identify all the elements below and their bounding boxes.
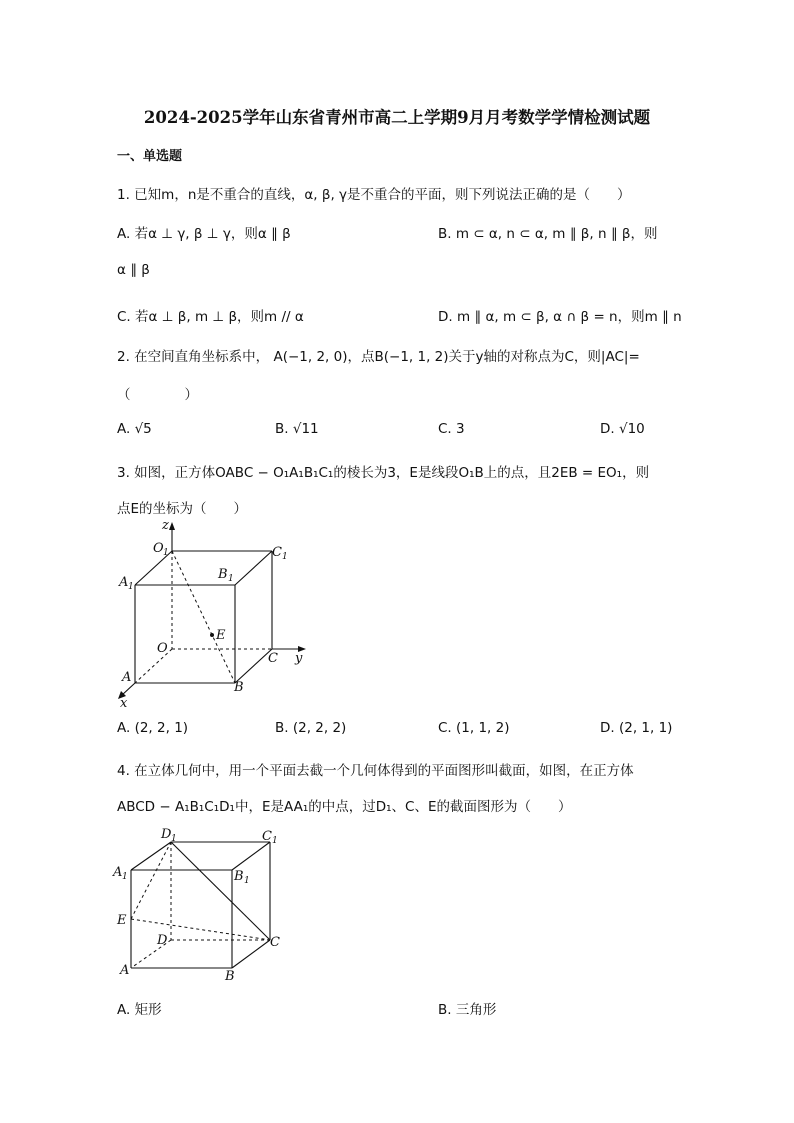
q3-option-c: C. (1, 1, 2) <box>438 720 510 736</box>
label-o1: O <box>153 541 164 556</box>
label-o: O <box>157 641 168 656</box>
svg-text:1: 1 <box>272 836 278 846</box>
segment-e-c <box>131 919 270 940</box>
q4-option-a: A. 矩形 <box>117 1002 162 1018</box>
segment-e-d1 <box>131 842 171 919</box>
q1-stem: 1. 已知m，n是不重合的直线，α, β, γ是不重合的平面，则下列说法正确的是（ ） <box>117 187 631 203</box>
q4-stem-line2: ABCD − A₁B₁C₁D₁中，E是AA₁的中点，过D₁、C、E的截面图形为（ ） <box>117 799 572 815</box>
label-b1: B <box>218 567 228 582</box>
label-z: z <box>162 518 169 533</box>
label-a: A <box>122 670 132 685</box>
label-c: C <box>270 935 280 950</box>
q1-option-b-line1: B. m ⊂ α, n ⊂ α, m ∥ β, n ∥ β，则 <box>438 226 658 242</box>
label-e: E <box>216 628 226 643</box>
label-c: C <box>268 651 278 666</box>
q2-option-b: B. √11 <box>275 421 319 437</box>
q3-option-d: D. (2, 1, 1) <box>600 720 673 736</box>
svg-text:1: 1 <box>228 574 234 584</box>
label-d1: D <box>161 827 172 842</box>
svg-text:1: 1 <box>171 834 177 844</box>
label-a1: A <box>119 575 129 590</box>
q2-stem-line2: （ ） <box>117 387 198 403</box>
label-b: B <box>225 969 235 984</box>
svg-text:1: 1 <box>163 548 169 558</box>
point-e <box>210 633 214 637</box>
q4-cube-figure <box>110 822 290 987</box>
q1-option-d: D. m ∥ α, m ⊂ β, α ∩ β = n，则m ∥ n <box>438 309 682 325</box>
q2-option-a: A. √5 <box>117 421 152 437</box>
q3-option-a: A. (2, 2, 1) <box>117 720 189 736</box>
edge-b1-c1 <box>232 842 270 870</box>
segment-d1-c <box>171 842 270 940</box>
svg-text:1: 1 <box>282 552 288 562</box>
q3-stem-line2: 点E的坐标为（ ） <box>117 501 248 517</box>
label-d: D <box>157 933 168 948</box>
edge-b1-c1 <box>235 551 272 585</box>
label-b: B <box>234 680 244 695</box>
edge-a1-d1 <box>131 842 171 870</box>
q4-stem-line1: 4. 在立体几何中，用一个平面去截一个几何体得到的平面图形叫截面，如图，在正方体 <box>117 763 634 779</box>
edge-b-c <box>235 649 272 683</box>
q3-option-b: B. (2, 2, 2) <box>275 720 347 736</box>
q2-stem-line1: 2. 在空间直角坐标系中， A(−1, 2, 0)，点B(−1, 1, 2)关于y轴的对称点为C，则|AC|= <box>117 349 640 365</box>
label-c1: C <box>272 545 282 560</box>
svg-text:1: 1 <box>128 582 134 592</box>
label-a1: A <box>113 865 123 880</box>
label-c1: C <box>262 829 272 844</box>
z-arrow-icon <box>169 522 175 530</box>
label-e: E <box>117 913 127 928</box>
svg-text:1: 1 <box>122 872 128 882</box>
q3-stem-line1: 3. 如图，正方体OABC − O₁A₁B₁C₁的棱长为3，E是线段O₁B上的点，且2EB = EO₁，则 <box>117 465 650 481</box>
edge-b-c <box>232 940 270 968</box>
section-heading: 一、单选题 <box>117 149 183 164</box>
q1-option-b-line2: α ∥ β <box>117 262 150 278</box>
q1-option-a: A. 若α ⊥ γ, β ⊥ γ，则α ∥ β <box>117 226 291 242</box>
label-a: A <box>120 963 130 978</box>
q1-option-c: C. 若α ⊥ β, m ⊥ β，则m // α <box>117 309 304 325</box>
page-title: 2024-2025学年山东省青州市高二上学期9月月考数学学情检测试题 <box>143 108 651 127</box>
q3-cube-figure <box>110 518 310 710</box>
label-b1: B <box>234 869 244 884</box>
label-x: x <box>120 696 128 710</box>
q4-option-b: B. 三角形 <box>438 1002 497 1018</box>
svg-text:1: 1 <box>244 876 250 886</box>
q2-option-c: C. 3 <box>438 421 465 437</box>
q2-option-d: D. √10 <box>600 421 645 437</box>
label-y: y <box>295 651 303 666</box>
